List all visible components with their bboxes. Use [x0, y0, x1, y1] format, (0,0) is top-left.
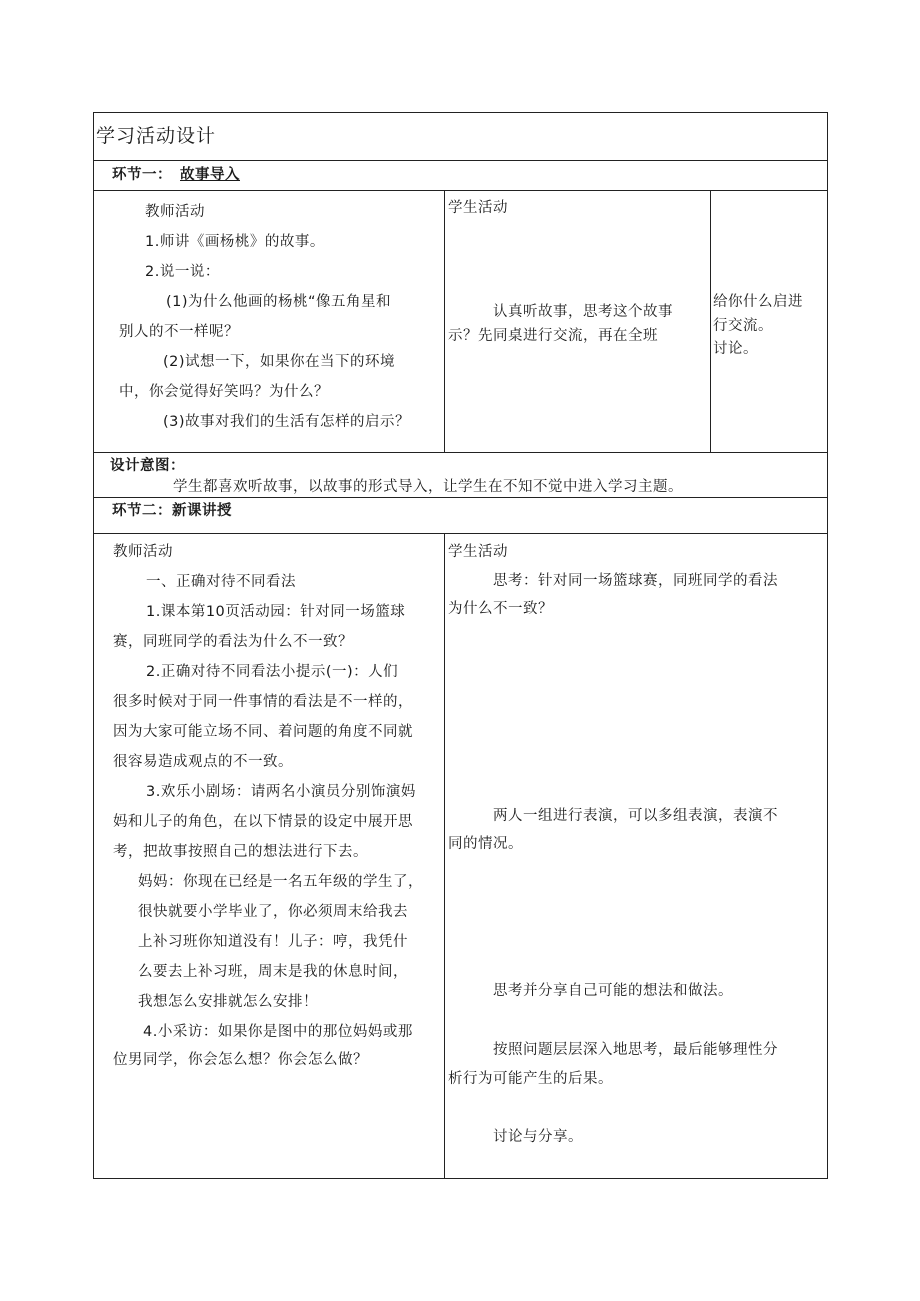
section2-teacher-line: 上补习班你知道没有！儿子：哼，我凭什	[138, 934, 408, 950]
section1-teacher-line: 2.说一说：	[145, 264, 220, 280]
section2-teacher-line: 很快就要小学毕业了，你必须周末给我去	[138, 904, 408, 920]
section2-student-line: 思考并分享自己可能的想法和做法。	[493, 983, 733, 999]
section1-label: 环节一：	[112, 167, 172, 183]
section2-student-line: 按照问题层层深入地思考，最后能够理性分	[493, 1042, 778, 1058]
section1-student-line: 示？先同桌进行交流，再在全班	[448, 328, 658, 344]
column-divider-s1	[444, 190, 445, 452]
section2-student-line: 讨论与分享。	[493, 1129, 583, 1145]
section2-teacher-line: 3.欢乐小剧场：请两名小演员分别饰演妈	[146, 784, 416, 800]
section2-student-line: 思考：针对同一场篮球赛，同班同学的看法	[493, 573, 778, 589]
section2-student-line: 析行为可能产生的后果。	[448, 1071, 613, 1087]
section1-student-line: 认真听故事，思考这个故事	[493, 304, 673, 320]
section2-teacher-line: 我想怎么安排就怎么安排！	[138, 994, 318, 1010]
section1-teacher-line: (2)试想一下，如果你在当下的环境	[163, 354, 396, 370]
row-divider-5	[93, 533, 828, 534]
section1-teacher-line: 1.师讲《画杨桃》的故事。	[145, 234, 325, 250]
section2-teacher-line: 4.小采访：如果你是图中的那位妈妈或那	[143, 1024, 413, 1040]
section2-teacher-line: 因为大家可能立场不同、着问题的角度不同就	[113, 724, 413, 740]
table-border-right	[827, 112, 828, 1179]
column-divider-s1-extra	[710, 190, 711, 452]
table-border-bottom	[93, 1178, 828, 1179]
table-title: 学习活动设计	[96, 125, 217, 147]
section1-extra-line: 讨论。	[713, 341, 758, 357]
section2-teacher-line: 1.课本第10页活动园：针对同一场篮球	[146, 604, 406, 620]
section2-teacher-line: 一、正确对待不同看法	[146, 574, 296, 590]
section2-teacher-line: 考，把故事按照自己的想法进行下去。	[113, 844, 368, 860]
section2-student-heading: 学生活动	[448, 544, 508, 560]
section1-teacher-heading: 教师活动	[145, 204, 205, 220]
row-divider-4	[93, 497, 828, 498]
section1-name: 故事导入	[180, 167, 240, 183]
section2-teacher-line: 位男同学，你会怎么想？你会怎么做？	[113, 1052, 368, 1068]
section2-label: 环节二：新课讲授	[112, 503, 232, 519]
section1-teacher-line: 别人的不一样呢？	[119, 324, 239, 340]
section1-student-heading: 学生活动	[448, 200, 508, 216]
row-divider-3	[93, 452, 828, 453]
section2-teacher-line: 妈和儿子的角色，在以下情景的设定中展开思	[113, 814, 413, 830]
section2-student-line: 同的情况。	[448, 836, 523, 852]
section2-teacher-line: 妈妈：你现在已经是一名五年级的学生了，	[138, 874, 423, 890]
section2-teacher-line: 2.正确对待不同看法小提示(一)：人们	[146, 664, 399, 680]
section1-teacher-line: (1)为什么他画的杨桃“像五角星和	[166, 294, 392, 310]
table-border-left	[93, 112, 94, 1179]
column-divider-s2	[444, 533, 445, 1178]
section2-teacher-heading: 教师活动	[113, 544, 173, 560]
section2-student-line: 两人一组进行表演，可以多组表演，表演不	[493, 808, 778, 824]
row-divider-2	[93, 190, 828, 191]
section1-teacher-line: (3)故事对我们的生活有怎样的启示？	[163, 414, 411, 430]
section2-student-line: 为什么不一致？	[448, 601, 553, 617]
design-intent-text: 学生都喜欢听故事，以故事的形式导入，让学生在不知不觉中进入学习主题。	[173, 479, 683, 495]
row-divider-1	[93, 160, 828, 161]
design-intent-label: 设计意图：	[110, 458, 185, 474]
section1-extra-line: 行交流。	[713, 318, 773, 334]
section2-teacher-line: 很容易造成观点的不一致。	[113, 754, 293, 770]
section2-teacher-line: 么要去上补习班，周末是我的休息时间，	[138, 964, 408, 980]
section1-teacher-line: 中，你会觉得好笑吗？为什么？	[119, 384, 329, 400]
table-border-top	[93, 112, 828, 113]
section1-extra-line: 给你什么启进	[713, 294, 803, 310]
section2-teacher-line: 赛，同班同学的看法为什么不一致？	[113, 634, 353, 650]
section2-teacher-line: 很多时候对于同一件事情的看法是不一样的，	[113, 694, 413, 710]
